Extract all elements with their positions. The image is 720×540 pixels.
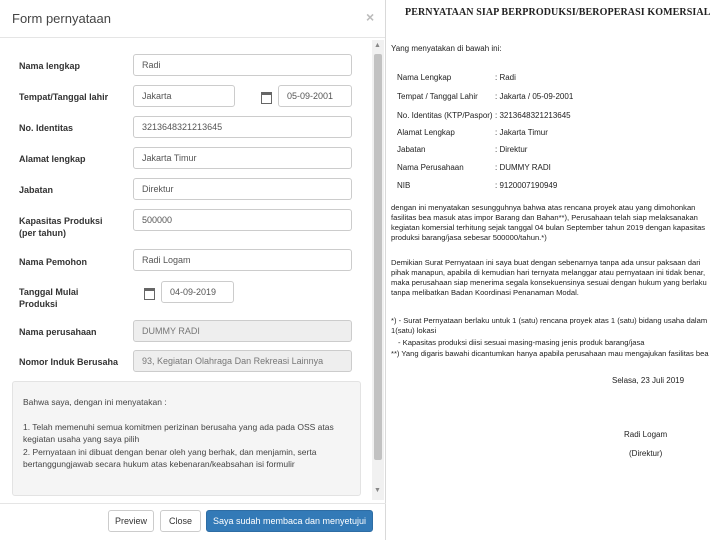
kapasitas-produksi-label: Kapasitas Produksi (19, 216, 103, 226)
no-identitas-input[interactable]: 3213648321213645 (133, 116, 352, 138)
nama-pemohon-input[interactable]: Radi Logam (133, 249, 352, 271)
doc-row-label: No. Identitas (KTP/Paspor) (397, 111, 493, 120)
doc-row-label: Tempat / Tanggal Lahir (397, 92, 478, 101)
statement-point-2: 2. Pernyataan ini dibuat dengan benar oleh yang berhak, dan menjamin, serta bertanggungjawab secara hukum atas kebenaran/keabsahan isi formulir (23, 447, 317, 469)
document-paragraph-1: dengan ini menyatakan sesungguhnya bahwa atas rencana proyek atau yang dimohonkan fasilitas bea masuk atas impor Barang dan Bahan**), Perusahaan telah siap melaksanakan kegiatan komersial terhitung sejak tanggal 04 bulan September tahun 2019 dengan kapasitas produksi barang/jasa sebesar 500000/tahun.*) (391, 203, 706, 242)
signer-name: Radi Logam (624, 430, 668, 439)
doc-row-label: Jabatan (397, 145, 426, 154)
no-identitas-label: No. Identitas (19, 123, 74, 133)
document-note-2: - Kapasitas produksi diisi sesuai masing-masing jenis produk barang/jasa (398, 338, 645, 347)
doc-row-value: : Direktur (495, 145, 528, 154)
scroll-up-icon[interactable]: ▲ (374, 42, 381, 49)
nama-lengkap-input[interactable]: Radi (133, 54, 352, 76)
scrollbar-thumb[interactable] (374, 54, 382, 460)
doc-row-value: : Jakarta Timur (495, 128, 548, 137)
tanggal-mulai-input[interactable]: 04-09-2019 (161, 281, 234, 303)
statement-box (12, 381, 361, 496)
document-note-1: *) - Surat Pernyataan berlaku untuk 1 (satu) rencana proyek atas 1 (satu) bidang usaha dalam 1(satu) lokasi (391, 316, 708, 335)
calendar-icon[interactable] (260, 90, 272, 102)
close-icon[interactable]: × (366, 9, 375, 25)
document-title: PERNYATAAN SIAP BERPRODUKSI/BEROPERASI KOMERSIAL (405, 7, 711, 18)
nama-perusahaan-input: DUMMY RADI (133, 320, 352, 342)
signer-title: (Direktur) (629, 449, 663, 458)
scroll-down-icon[interactable]: ▼ (374, 487, 381, 494)
modal-footer (0, 503, 386, 540)
statement-intro: Bahwa saya, dengan ini menyatakan : (23, 397, 167, 407)
document-date: Selasa, 23 Juli 2019 (612, 376, 685, 385)
agree-button[interactable]: Saya sudah membaca dan menyetujui (206, 510, 373, 532)
nib-label: Nomor Induk Berusaha (19, 357, 119, 367)
doc-row-label: Alamat Lengkap (397, 128, 455, 137)
modal-title: Form pernyataan (12, 11, 111, 26)
close-button[interactable]: Close (160, 510, 201, 532)
nama-lengkap-label: Nama lengkap (19, 61, 81, 71)
tanggal-mulai-label: Tanggal Mulai (19, 287, 79, 297)
doc-row-label: Nama Lengkap (397, 73, 452, 82)
nama-perusahaan-label: Nama perusahaan (19, 327, 97, 337)
doc-row-value: : Jakarta / 05-09-2001 (495, 92, 574, 101)
kapasitas-produksi-input[interactable]: 500000 (133, 209, 352, 231)
doc-row-value: : 9120007190949 (495, 181, 558, 190)
modal-header (0, 0, 385, 38)
jabatan-label: Jabatan (19, 185, 54, 195)
document-note-3: **) Yang digaris bawahi dicantumkan hanya apabila perusahaan mau mengajukan fasilitas bea (391, 349, 709, 358)
tanggal-mulai-produksi-label: Produksi (19, 299, 58, 309)
doc-row-label: NIB (397, 181, 411, 190)
alamat-lengkap-label: Alamat lengkap (19, 154, 86, 164)
jabatan-input[interactable]: Direktur (133, 178, 352, 200)
nib-input: 93, Kegiatan Olahraga Dan Rekreasi Lainnya (133, 350, 352, 372)
nama-pemohon-label: Nama Pemohon (19, 257, 88, 267)
alamat-lengkap-input[interactable]: Jakarta Timur (133, 147, 352, 169)
statement-document (388, 0, 720, 540)
tempat-lahir-input[interactable]: Jakarta (133, 85, 235, 107)
statement-point-1: 1. Telah memenuhi semua komitmen perizinan berusaha yang ada pada OSS atas kegiatan usaha yang saya pilih (23, 422, 334, 444)
kapasitas-per-tahun-label: (per tahun) (19, 228, 66, 238)
doc-row-label: Nama Perusahaan (397, 163, 464, 172)
calendar-icon[interactable] (143, 286, 155, 298)
doc-row-value: : DUMMY RADI (495, 163, 551, 172)
document-intro: Yang menyatakan di bawah ini: (391, 44, 502, 53)
document-paragraph-2: Demikian Surat Pernyataan ini saya buat dengan sebenarnya tanpa ada unsur paksaan dari pihak manapun, apabila di kemudian hari ternyata melanggar atau pernyataan ini tidak benar, maka perusahaan siap menerima segala konsekuensinya sesuai dengan hukum yang berlaku tanpa melibatkan Badan Koordinasi Penanaman Modal. (391, 258, 707, 297)
tempat-tanggal-lahir-label: Tempat/Tanggal lahir (19, 92, 109, 102)
doc-row-value: : 3213648321213645 (495, 111, 571, 120)
doc-row-value: : Radi (495, 73, 516, 82)
tanggal-lahir-input[interactable]: 05-09-2001 (278, 85, 352, 107)
preview-button[interactable]: Preview (108, 510, 154, 532)
